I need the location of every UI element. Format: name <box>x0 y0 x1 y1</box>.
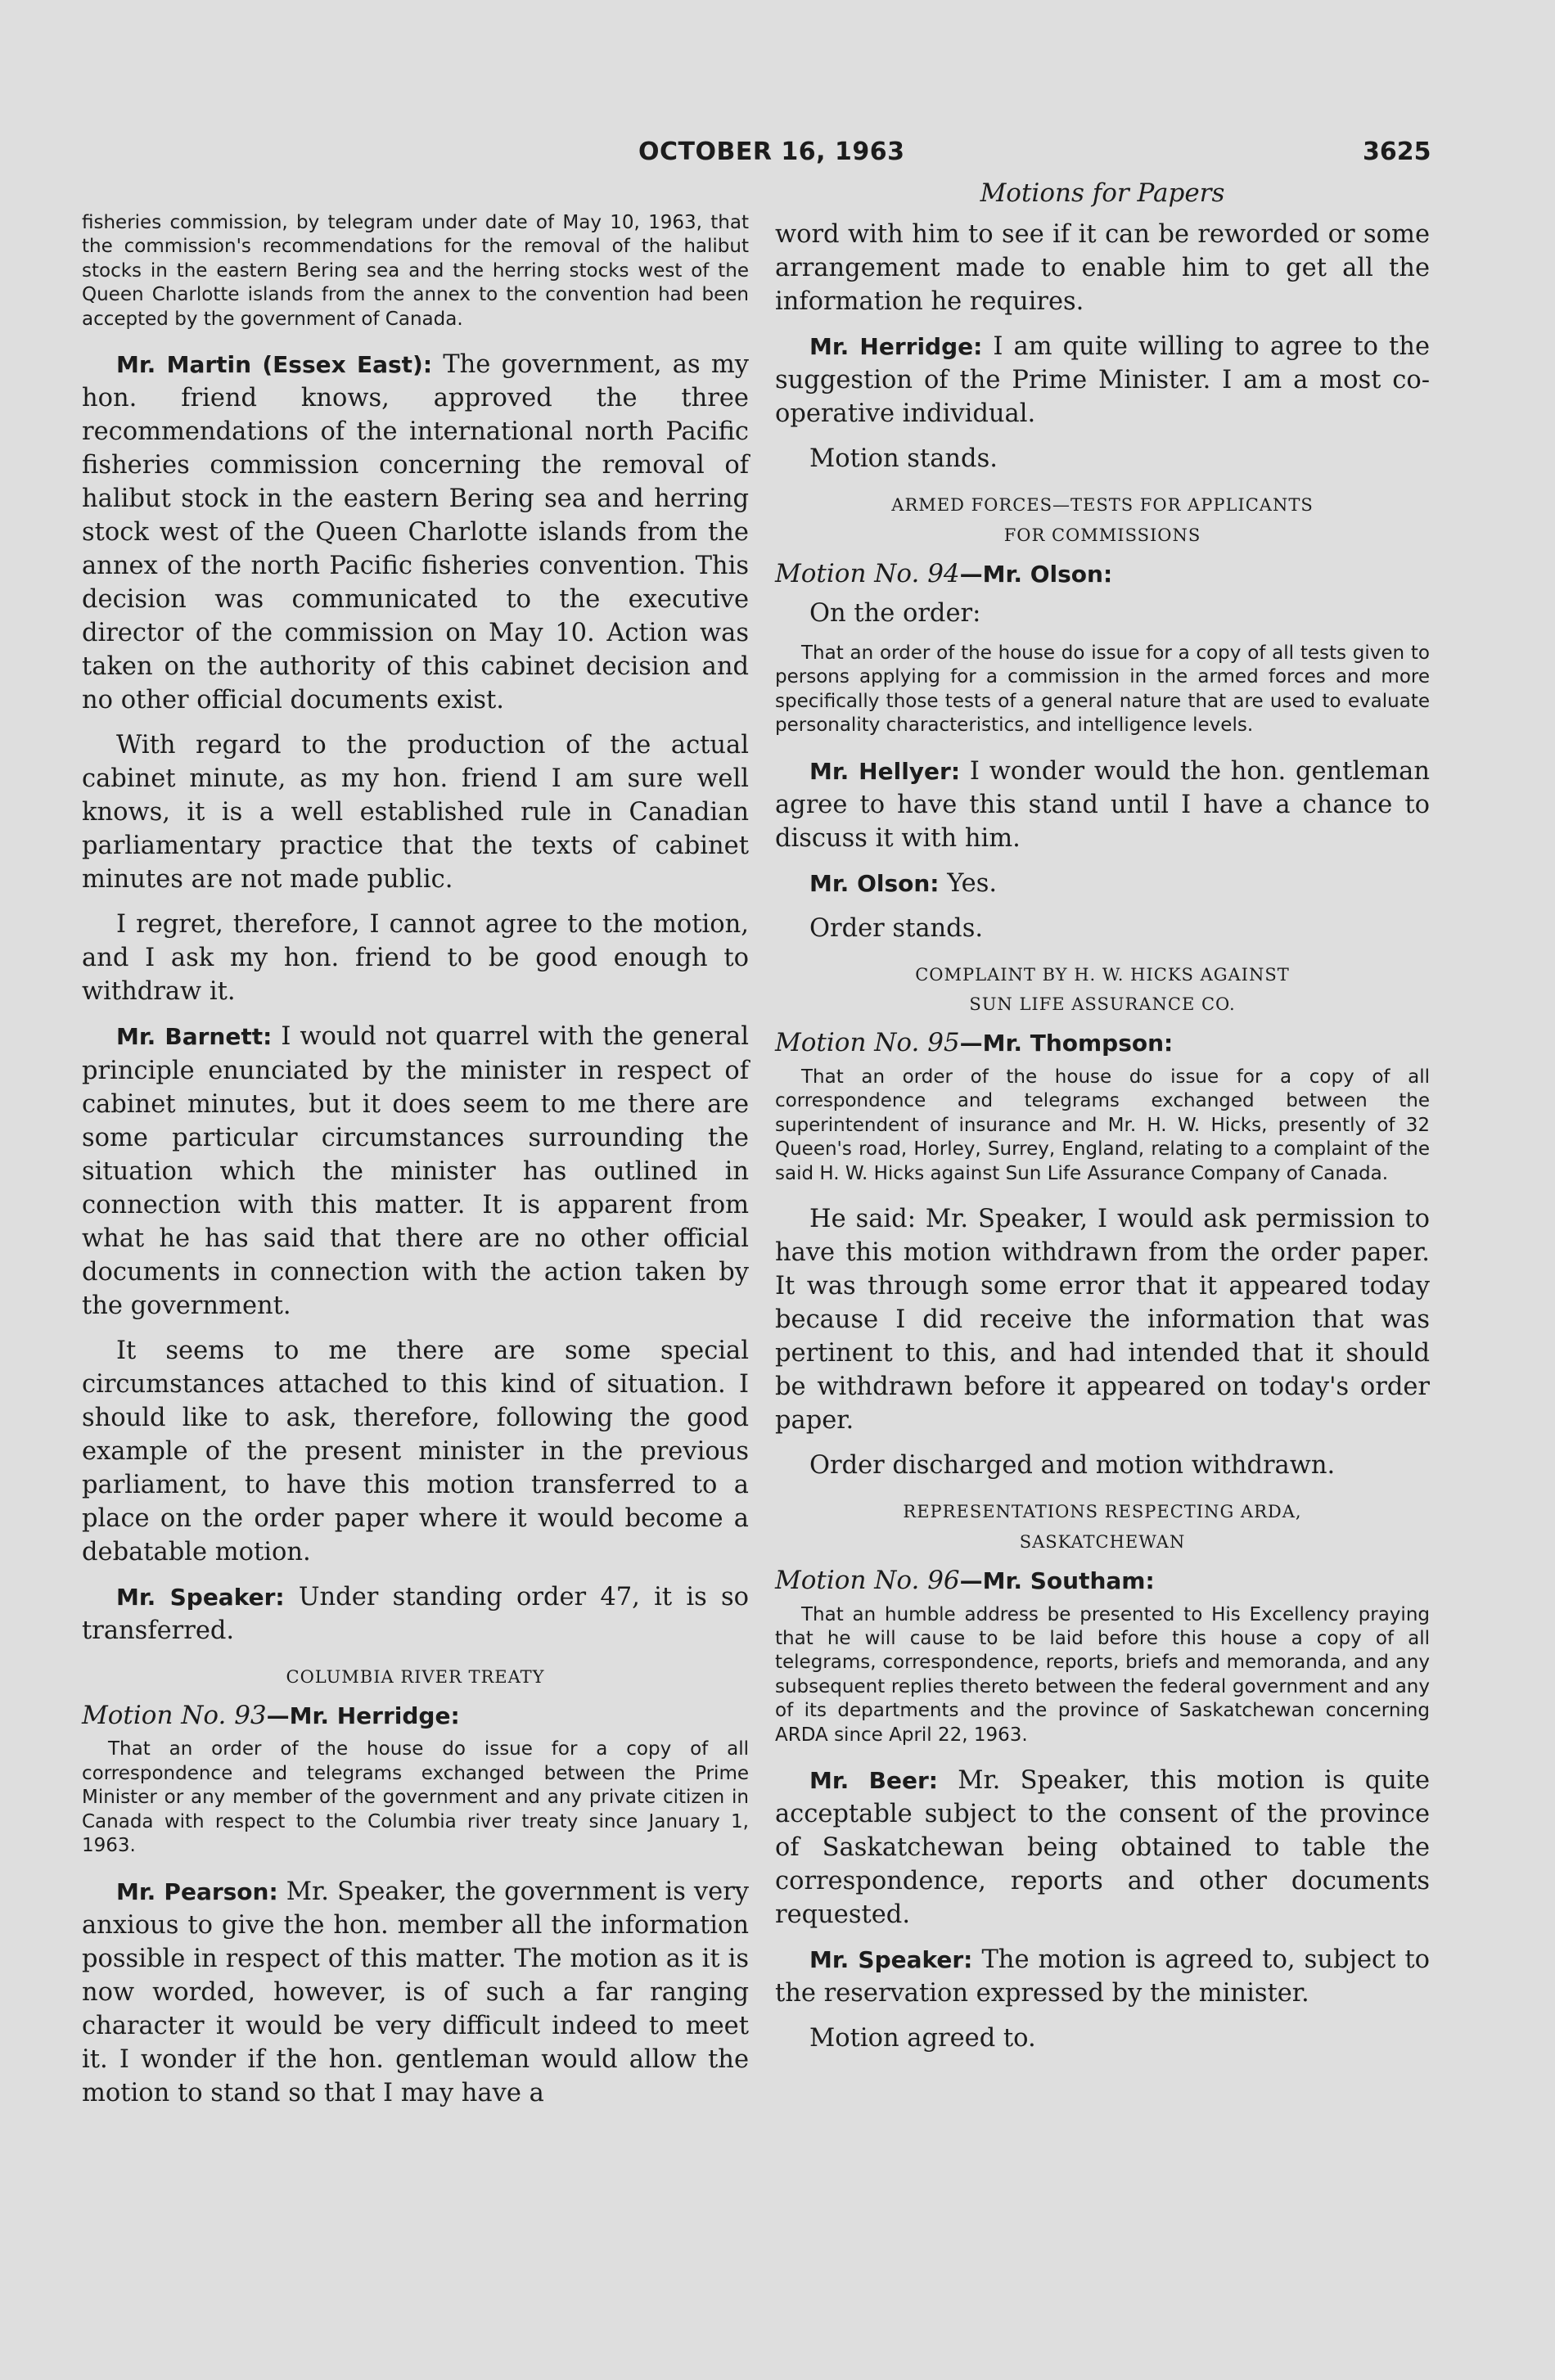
motion-member: —Mr. Southam: <box>959 1566 1155 1594</box>
speaker-name: Mr. Beer: <box>809 1767 938 1795</box>
paragraph <box>82 1020 749 1322</box>
section-heading-line: REPRESENTATIONS RESPECTING ARDA, <box>903 1502 1302 1522</box>
speaker-name: Mr. Barnett: <box>116 1023 273 1051</box>
speaker-name: Mr. Herridge: <box>809 333 983 361</box>
speech-text: I wonder would the hon. gentleman agree to have this stand until I have a chance to discuss it with him. <box>775 756 1430 853</box>
paragraph <box>775 330 1430 430</box>
motion-text: That an humble address be presented to His Excellency praying that he will cause to be laid before this house a copy of all telegrams, correspondence, reports, briefs and memoranda, and any subsequent replies thereto between the federal government and any of its departments and the province of Saskatchewan concerning ARDA since April 22, 1963. <box>775 1603 1430 1746</box>
motion-member: —Mr. Thompson: <box>959 1030 1174 1057</box>
section-heading <box>775 960 1430 1021</box>
speech-text: Mr. Speaker, this motion is quite acceptable subject to the consent of the province of Saskatchewan being obtained to table the correspondence, reports and other documents requested. <box>775 1766 1430 1930</box>
paragraph: word with him to see if it can be reworded or some arrangement made to enable him to get all the information he requires. <box>775 220 1430 317</box>
motion-label: Motion No. 94 <box>775 558 960 588</box>
motion-member: —Mr. Herridge: <box>266 1702 460 1729</box>
motion-line <box>775 1026 1430 1061</box>
running-title: Motions for Papers <box>980 178 1225 208</box>
paragraph: Order discharged and motion withdrawn. <box>809 1451 1336 1481</box>
paragraph <box>82 1580 749 1648</box>
speech-text: I would not quarrel with the general principle enunciated by the minister in respect of cabinet minutes, but it does seem to me there are some particular circumstances surrounding the situation which the minister has outlined in connection with this matter. It is apparent from what he has said that there are no other official documents in connection with the action taken by the government. <box>82 1022 750 1320</box>
section-heading-line: COMPLAINT BY H. W. HICKS AGAINST <box>915 964 1290 985</box>
speech-text: I am quite willing to agree to the suggestion of the Prime Minister. I am a most co-operative individual. <box>775 332 1431 429</box>
speaker-name: Mr. Martin (Essex East): <box>116 351 433 379</box>
motion-line <box>82 1699 749 1733</box>
paragraph: He said: Mr. Speaker, I would ask permission to have this motion withdrawn from the order paper. It was through some error that it appeared today because I did receive the information that was pertinent to this, and had intended that it should be withdrawn before it appeared on today's order paper. <box>775 1205 1430 1436</box>
paragraph: It seems to me there are some special circumstances attached to this kind of situation. I should like to ask, therefore, following the good example of the present minister in the previous parliament, to have this motion transferred to a place on the order paper where it would become a debatable motion. <box>82 1336 749 1566</box>
speech-text: Under standing order 47, it is so transferred. <box>82 1582 749 1645</box>
motion-label: Motion No. 96 <box>775 1565 960 1595</box>
motion-line <box>775 557 1430 592</box>
page-date: OCTOBER 16, 1963 <box>638 137 905 166</box>
section-heading-line: ARMED FORCES—TESTS FOR APPLICANTS <box>891 495 1314 516</box>
motion-label: Motion No. 93 <box>82 1700 267 1730</box>
right-column <box>775 177 1430 2067</box>
speaker-name: Mr. Olson: <box>809 869 940 897</box>
speech-text: Yes. <box>947 868 998 898</box>
motion-label: Motion No. 95 <box>775 1028 960 1058</box>
speaker-name: Mr. Pearson: <box>116 1877 278 1905</box>
motion-line <box>775 1564 1430 1598</box>
section-heading-line: FOR COMMISSIONS <box>1003 525 1201 546</box>
speaker-name: Mr. Hellyer: <box>809 757 961 785</box>
page-number: 3625 <box>1363 137 1431 166</box>
paragraph <box>775 1943 1430 2010</box>
motion-text: That an order of the house do issue for a copy of all correspondence and telegrams exchanged between the Prime Minister or any member of the government and any private citizen in Canada with respect to the Columbia river treaty since January 1, 1963. <box>82 1738 749 1857</box>
paragraph <box>82 348 749 717</box>
section-heading: COLUMBIA RIVER TREATY <box>286 1666 545 1687</box>
paragraph <box>775 1764 1430 1931</box>
paragraph: Order stands. <box>809 913 984 943</box>
section-heading <box>775 490 1430 551</box>
paragraph <box>82 1875 749 2110</box>
paragraph: Motion agreed to. <box>809 2024 1036 2053</box>
speaker-name: Mr. Speaker: <box>116 1583 285 1611</box>
paragraph: Motion stands. <box>809 444 998 474</box>
paragraph: fisheries commission, by telegram under date of May 10, 1963, that the commission's recommendations for the removal of the halibut stocks in the eastern Bering sea and the herring stocks west of the Queen Charlotte islands from the annex to the convention had been accepted by the government of Canada. <box>82 212 749 330</box>
speaker-name: Mr. Speaker: <box>809 1946 973 1974</box>
paragraph <box>775 755 1430 855</box>
paragraph <box>775 867 1430 900</box>
paragraph: With regard to the production of the actual cabinet minute, as my hon. friend I am sure well knows, it is a well established rule in Canadian parliamentary practice that the texts of cabinet minutes are not made public. <box>82 731 749 895</box>
section-heading-line: SUN LIFE ASSURANCE CO. <box>969 994 1236 1015</box>
motion-text: That an order of the house do issue for a copy of all correspondence and telegrams exchanged between the superintendent of insurance and Mr. H. W. Hicks, presently of 32 Queen's road, Horley, Surrey, England, relating to a complaint of the said H. W. Hicks against Sun Life Assurance Company of Canada. <box>775 1066 1430 1184</box>
left-column <box>82 211 749 2121</box>
speech-text: Mr. Speaker, the government is very anxious to give the hon. member all the information possible in respect of this matter. The motion as it is now worded, however, is of such a far ranging character it would be very difficult indeed to meet it. I wonder if the hon. gentleman would allow the motion to stand so that I may have a <box>82 1877 750 2107</box>
speech-text: The motion is agreed to, subject to the reservation expressed by the minister. <box>775 1945 1430 2008</box>
motion-text: That an order of the house do issue for a copy of all tests given to persons applying for a commission in the armed forces and more specifically those tests of a general nature that are used to evaluate personality characteristics, and intelligence levels. <box>775 642 1430 737</box>
speech-text: The government, as my hon. friend knows, approved the three recommendations of the international north Pacific fisheries commission concerning the removal of halibut stock in the eastern Bering sea and herring stock west of the Queen Charlotte islands from the annex of the north Pacific fisheries convention. This decision was communicated to the executive director of the commission on May 10. Action was taken on the authority of this cabinet decision and no other official documents exist. <box>82 350 749 715</box>
paragraph: On the order: <box>809 598 981 628</box>
section-heading-line: SASKATCHEWAN <box>1019 1532 1186 1552</box>
section-heading <box>775 1497 1430 1557</box>
motion-member: —Mr. Olson: <box>959 560 1113 588</box>
paragraph: I regret, therefore, I cannot agree to the motion, and I ask my hon. friend to be good enough to withdraw it. <box>82 910 749 1007</box>
